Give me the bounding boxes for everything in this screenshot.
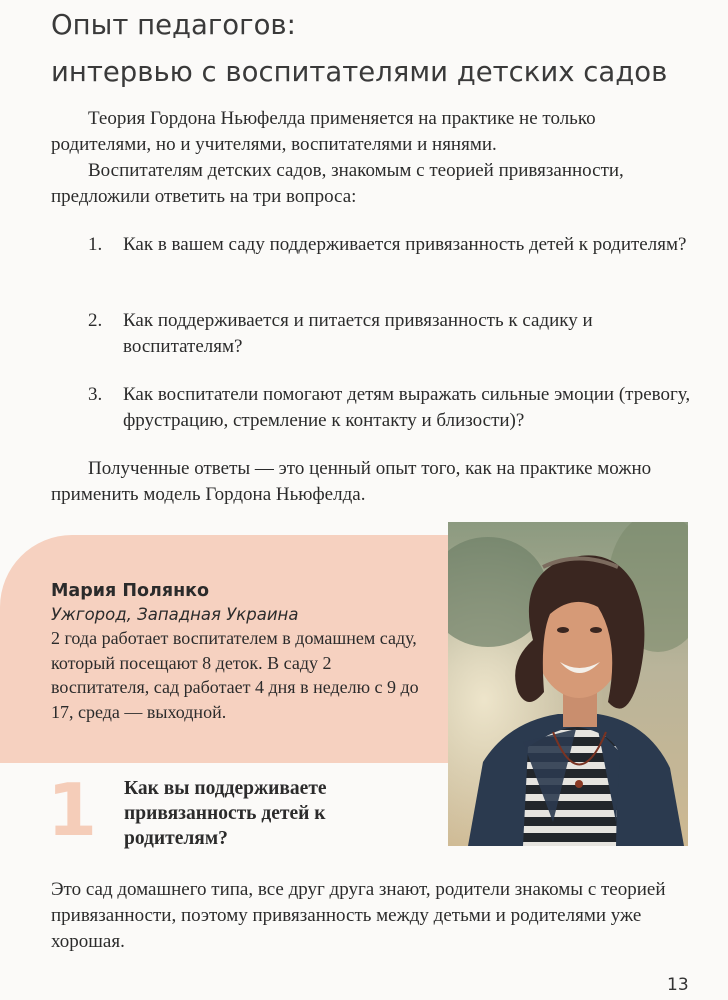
interviewee-name: Мария Полянко	[51, 581, 210, 601]
section-title	[51, 2, 667, 96]
question-heading: Как вы поддерживаете привязанность детей к родителям?	[124, 778, 327, 849]
interviewee-bio: 2 года работает воспитателем в домашнем саду, который посещают 8 деток. В саду 2 воспитателя, сад работает 4 дня в неделю с 9 до 17, среда — выходной.	[51, 628, 419, 722]
interviewee-location: Ужгород, Западная Украина	[51, 605, 299, 624]
question-number: 3.	[88, 384, 103, 405]
page-number: 13	[667, 975, 689, 995]
question-number: 2.	[88, 310, 103, 331]
question-text: Как в вашем саду поддерживается привязанность детей к родителям?	[123, 234, 687, 255]
question-number-badge: 1	[47, 768, 98, 852]
answer-paragraph: Это сад домашнего типа, все друг друга знают, родители знакомы с теорией привязанности, поэтому привязанность между детьми и родителями уже хорошая.	[51, 879, 666, 952]
question-text: Как поддерживается и питается привязанность к садику и воспитателям?	[123, 310, 593, 357]
section-title-line1: Опыт педагогов:	[51, 9, 296, 41]
section-title-line2: интервью с воспитателями детских садов	[51, 56, 668, 88]
question-list-item-1	[88, 232, 698, 258]
question-list-item-2	[88, 308, 698, 360]
interviewee-photo	[448, 522, 688, 846]
intro-paragraph-1: Теория Гордона Ньюфелда применяется на практике не только родителями, но и учителями, воспитателями и нянями.	[51, 108, 596, 155]
question-list-item-3	[88, 382, 698, 434]
question-text: Как воспитатели помогают детям выражать сильные эмоции (тревогу, фрустрацию, стремление к контакту и близости)?	[123, 384, 691, 431]
intro-paragraph-2: Воспитателям детских садов, знакомым с теорией привязанности, предложили ответить на три вопроса:	[51, 160, 624, 207]
question-number: 1.	[88, 234, 103, 255]
closing-paragraph: Полученные ответы — это ценный опыт того, как на практике можно применить модель Гордона Ньюфелда.	[51, 458, 652, 505]
